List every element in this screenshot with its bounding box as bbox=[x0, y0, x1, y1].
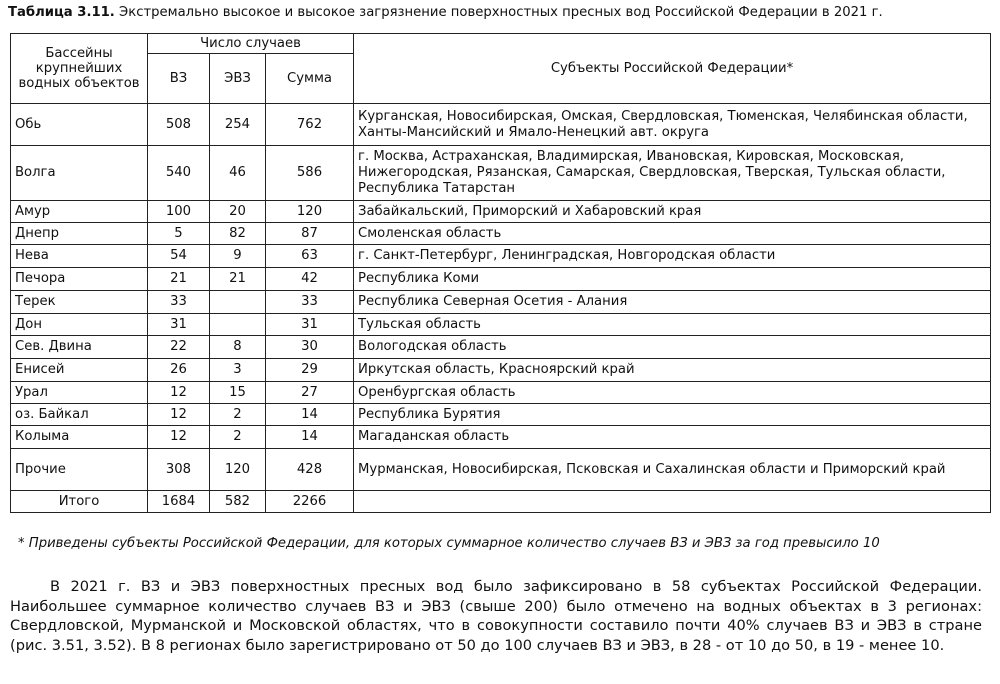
regions-cell: Мурманская, Новосибирская, Псковская и Сахалинская области и Приморский край bbox=[354, 449, 991, 491]
evz-cell bbox=[210, 314, 266, 336]
sum-cell: 87 bbox=[266, 223, 354, 245]
vz-cell: 12 bbox=[148, 382, 210, 404]
evz-cell: 21 bbox=[210, 268, 266, 291]
table-footnote: * Приведены субъекты Российской Федерации, для которых суммарное количество случаев ВЗ и ЭВЗ за год превысило 10 bbox=[18, 536, 880, 551]
basin-cell: Амур bbox=[11, 201, 148, 223]
basin-cell: Колыма bbox=[11, 426, 148, 449]
regions-cell: Республика Бурятия bbox=[354, 404, 991, 426]
table-row bbox=[11, 359, 991, 382]
basin-cell: Обь bbox=[11, 104, 148, 146]
header-subjects: Субъекты Российской Федерации* bbox=[354, 34, 991, 104]
regions-cell: г. Москва, Астраханская, Владимирская, Ивановская, Кировская, Московская, Нижегородская, Рязанская, Самарская, Свердловская, Тверская, Тульская области, Республика Татарстан bbox=[354, 146, 991, 201]
table-row bbox=[11, 104, 991, 146]
evz-cell: 46 bbox=[210, 146, 266, 201]
vz-cell: 540 bbox=[148, 146, 210, 201]
total-vz: 1684 bbox=[148, 491, 210, 513]
basin-cell: Прочие bbox=[11, 449, 148, 491]
table-row bbox=[11, 201, 991, 223]
vz-cell: 5 bbox=[148, 223, 210, 245]
vz-cell: 33 bbox=[148, 291, 210, 314]
sum-cell: 428 bbox=[266, 449, 354, 491]
regions-cell: Иркутская область, Красноярский край bbox=[354, 359, 991, 382]
table-row bbox=[11, 382, 991, 404]
table-row bbox=[11, 146, 991, 201]
sum-cell: 30 bbox=[266, 336, 354, 359]
sum-cell: 29 bbox=[266, 359, 354, 382]
header-cases: Число случаев bbox=[148, 34, 354, 54]
evz-cell: 254 bbox=[210, 104, 266, 146]
regions-cell: Тульская область bbox=[354, 314, 991, 336]
body-paragraph: В 2021 г. ВЗ и ЭВЗ поверхностных пресных вод было зафиксировано в 58 субъектах Российской Федерации. Наибольшее суммарное количество случаев ВЗ и ЭВЗ (свыше 200) было отмечено на водных объектах в 3 регионах: Свердловской, Мурманской и Московской областях, что в совокупности составило почти 40% случаев ВЗ и ЭВЗ в стране (рис. 3.51, 3.52). В 8 регионах было зарегистрировано от 50 до 100 случаев ВЗ и ЭВЗ, в 28 - от 10 до 50, в 19 - менее 10. bbox=[10, 578, 982, 654]
table-row bbox=[11, 245, 991, 268]
total-sum: 2266 bbox=[266, 491, 354, 513]
table-row bbox=[11, 223, 991, 245]
basin-cell: Нева bbox=[11, 245, 148, 268]
evz-cell: 2 bbox=[210, 404, 266, 426]
total-row bbox=[11, 491, 991, 513]
regions-cell: Оренбургская область bbox=[354, 382, 991, 404]
table-row bbox=[11, 268, 991, 291]
sum-cell: 14 bbox=[266, 426, 354, 449]
basin-cell: Енисей bbox=[11, 359, 148, 382]
caption-number: Таблица 3.11. bbox=[8, 5, 115, 20]
evz-cell: 15 bbox=[210, 382, 266, 404]
total-regions bbox=[354, 491, 991, 513]
header-vz: ВЗ bbox=[148, 54, 210, 104]
basin-cell: Терек bbox=[11, 291, 148, 314]
regions-cell: Вологодская область bbox=[354, 336, 991, 359]
sum-cell: 586 bbox=[266, 146, 354, 201]
regions-cell: Республика Коми bbox=[354, 268, 991, 291]
regions-cell: Магаданская область bbox=[354, 426, 991, 449]
basin-cell: оз. Байкал bbox=[11, 404, 148, 426]
vz-cell: 21 bbox=[148, 268, 210, 291]
total-label: Итого bbox=[11, 491, 148, 513]
caption-text: Экстремально высокое и высокое загрязнение поверхностных пресных вод Российской Федерации в 2021 г. bbox=[119, 5, 883, 20]
vz-cell: 26 bbox=[148, 359, 210, 382]
vz-cell: 308 bbox=[148, 449, 210, 491]
table-row bbox=[11, 314, 991, 336]
vz-cell: 12 bbox=[148, 404, 210, 426]
vz-cell: 508 bbox=[148, 104, 210, 146]
basin-cell: Дон bbox=[11, 314, 148, 336]
regions-cell: Курганская, Новосибирская, Омская, Свердловская, Тюменская, Челябинская области, Ханты-Мансийский и Ямало-Ненецкий авт. округа bbox=[354, 104, 991, 146]
header-sum: Сумма bbox=[266, 54, 354, 104]
header-basin: Бассейны крупнейших водных объектов bbox=[11, 34, 148, 104]
basin-cell: Днепр bbox=[11, 223, 148, 245]
sum-cell: 762 bbox=[266, 104, 354, 146]
regions-cell: г. Санкт-Петербург, Ленинградская, Новгородская области bbox=[354, 245, 991, 268]
vz-cell: 22 bbox=[148, 336, 210, 359]
basin-cell: Урал bbox=[11, 382, 148, 404]
regions-cell: Республика Северная Осетия - Алания bbox=[354, 291, 991, 314]
vz-cell: 12 bbox=[148, 426, 210, 449]
basin-cell: Сев. Двина bbox=[11, 336, 148, 359]
sum-cell: 33 bbox=[266, 291, 354, 314]
sum-cell: 31 bbox=[266, 314, 354, 336]
evz-cell: 9 bbox=[210, 245, 266, 268]
regions-cell: Забайкальский, Приморский и Хабаровский края bbox=[354, 201, 991, 223]
evz-cell: 20 bbox=[210, 201, 266, 223]
sum-cell: 42 bbox=[266, 268, 354, 291]
sum-cell: 14 bbox=[266, 404, 354, 426]
table-row bbox=[11, 449, 991, 491]
evz-cell: 2 bbox=[210, 426, 266, 449]
evz-cell bbox=[210, 291, 266, 314]
sum-cell: 63 bbox=[266, 245, 354, 268]
table-caption bbox=[8, 4, 998, 22]
vz-cell: 100 bbox=[148, 201, 210, 223]
total-evz: 582 bbox=[210, 491, 266, 513]
header-evz: ЭВЗ bbox=[210, 54, 266, 104]
vz-cell: 31 bbox=[148, 314, 210, 336]
evz-cell: 82 bbox=[210, 223, 266, 245]
sum-cell: 120 bbox=[266, 201, 354, 223]
table-body bbox=[11, 104, 991, 491]
table-row bbox=[11, 291, 991, 314]
basin-cell: Волга bbox=[11, 146, 148, 201]
vz-cell: 54 bbox=[148, 245, 210, 268]
evz-cell: 3 bbox=[210, 359, 266, 382]
evz-cell: 120 bbox=[210, 449, 266, 491]
sum-cell: 27 bbox=[266, 382, 354, 404]
evz-cell: 8 bbox=[210, 336, 266, 359]
table-row bbox=[11, 426, 991, 449]
regions-cell: Смоленская область bbox=[354, 223, 991, 245]
table-row bbox=[11, 404, 991, 426]
basin-cell: Печора bbox=[11, 268, 148, 291]
pollution-table bbox=[10, 33, 991, 513]
table-row bbox=[11, 336, 991, 359]
